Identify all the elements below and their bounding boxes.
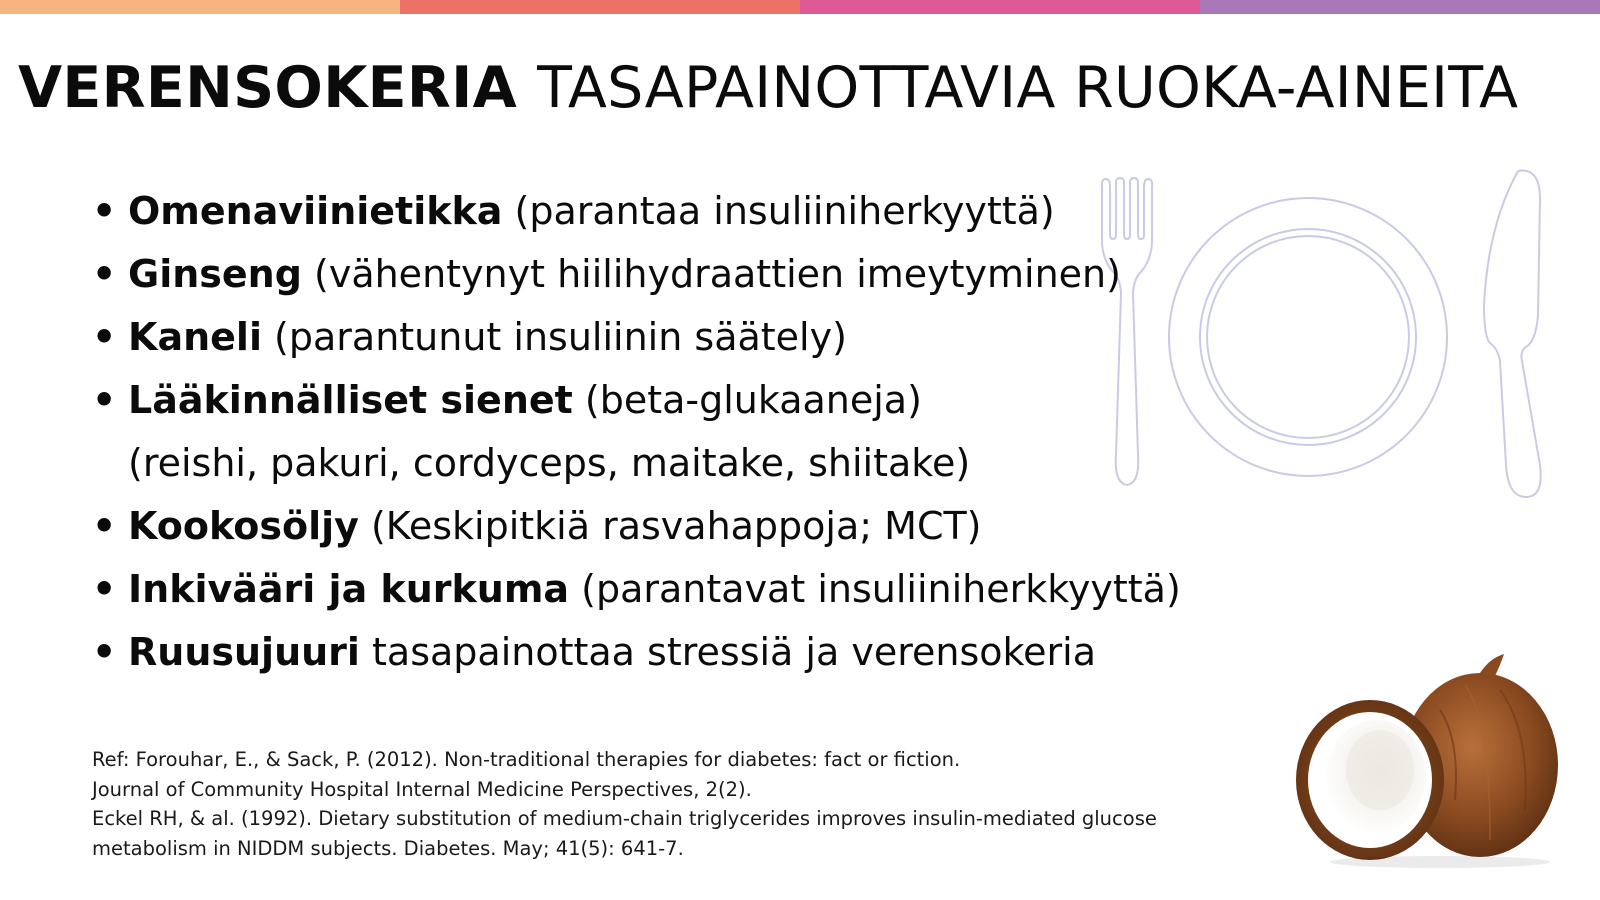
item-name: Ruusujuuri [128, 630, 360, 674]
item-note: (vähentynyt hiilihydraattien imeytyminen) [301, 252, 1121, 296]
item-note: (beta-glukaaneja) [572, 378, 922, 422]
title-bold: VERENSOKERIA [18, 55, 518, 121]
list-item [92, 180, 1181, 243]
list-item [92, 558, 1181, 621]
food-list [92, 180, 1181, 684]
slide-title [18, 52, 1518, 124]
bullet: • [92, 504, 117, 548]
references [92, 745, 1157, 863]
bullet: • [92, 630, 117, 674]
title-rest: TASAPAINOTTAVIA RUOKA-AINEITA [537, 55, 1519, 121]
item-note: (Keskipitkiä rasvahappoja; MCT) [358, 504, 982, 548]
bullet: • [92, 315, 117, 359]
item-note: (parantaa insuliiniherkyyttä) [502, 189, 1055, 233]
bullet: • [92, 567, 117, 611]
bullet: • [92, 189, 117, 233]
coconut-image [1290, 650, 1570, 870]
top-bar-segment [800, 0, 1200, 14]
list-item [92, 306, 1181, 369]
reference-line: metabolism in NIDDM subjects. Diabetes. May; 41(5): 641-7. [92, 836, 684, 860]
reference-line: Eckel RH, & al. (1992). Dietary substitution of medium-chain triglycerides improves insulin-mediated glucose [92, 807, 1157, 830]
reference-line: Journal of Community Hospital Internal Medicine Perspectives, 2(2). [92, 777, 752, 801]
item-note: (parantunut insuliinin säätely) [261, 315, 847, 359]
bullet: • [92, 252, 117, 296]
item-name: Ginseng [128, 252, 302, 296]
bullet: • [92, 378, 117, 422]
item-note: tasapainottaa stressiä ja verensokeria [359, 630, 1097, 674]
plate-icon [1169, 198, 1447, 476]
item-name: Lääkinnälliset sienet [128, 378, 573, 422]
top-color-bar [0, 0, 1600, 14]
list-item [92, 243, 1181, 306]
top-bar-segment [400, 0, 800, 14]
item-continuation: (reishi, pakuri, cordyceps, maitake, shiitake) [128, 441, 971, 485]
item-name: Inkivääri ja kurkuma [128, 567, 570, 611]
top-bar-segment [0, 0, 400, 14]
item-name: Kaneli [128, 315, 262, 359]
list-item [92, 621, 1181, 684]
item-note: (parantavat insuliiniherkkyyttä) [569, 567, 1181, 611]
list-item [92, 369, 1181, 495]
item-name: Kookosöljy [128, 504, 359, 548]
list-item [92, 495, 1181, 558]
top-bar-segment [1200, 0, 1600, 14]
half-coconut [1296, 700, 1444, 860]
reference-line: Ref: Forouhar, E., & Sack, P. (2012). Non-traditional therapies for diabetes: fact or fiction. [92, 748, 961, 771]
knife-icon [1484, 171, 1541, 497]
item-name: Omenaviinietikka [128, 189, 503, 233]
